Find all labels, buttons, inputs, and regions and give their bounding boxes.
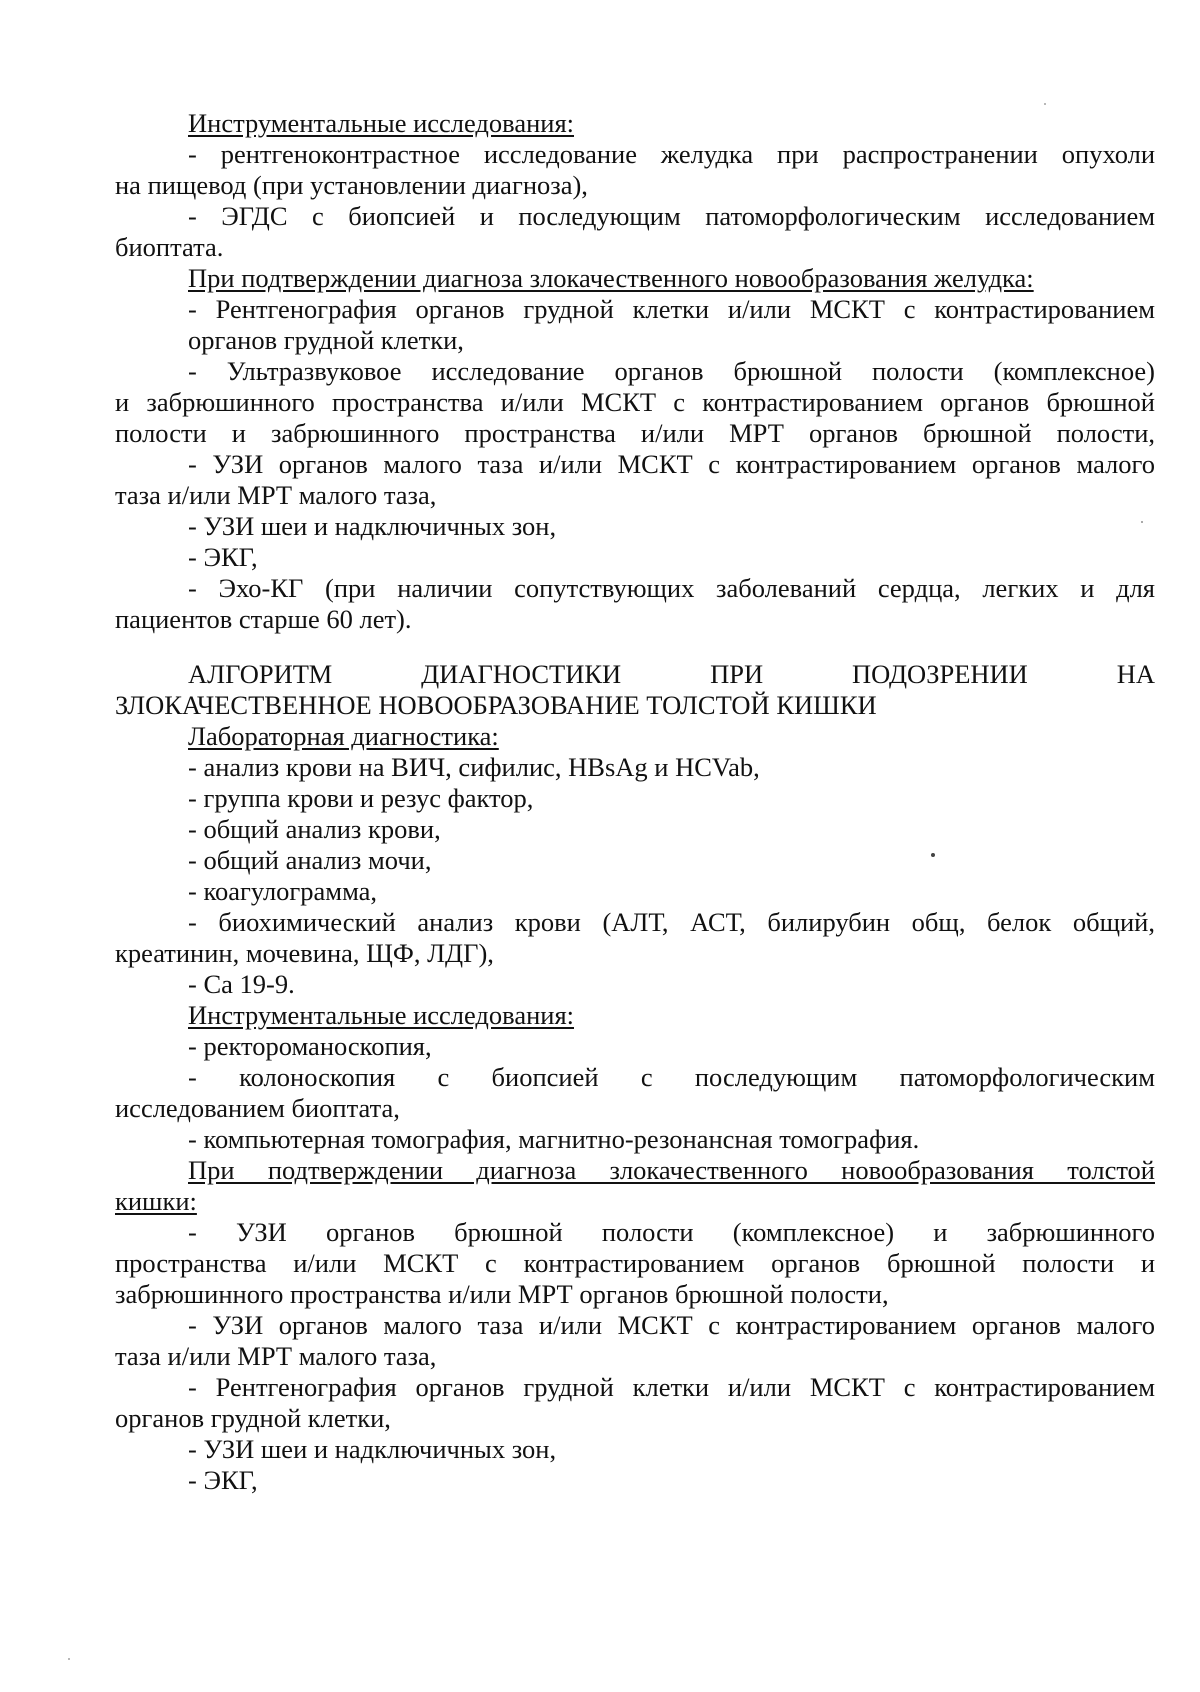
list-item-line: - УЗИ шеи и надключичных зон, — [188, 1434, 557, 1464]
scan-speck — [1141, 521, 1143, 523]
scan-speck — [931, 853, 935, 857]
list-item-line: - общий анализ мочи, — [188, 845, 432, 875]
algorithm-title-line1: АЛГОРИТМ ДИАГНОСТИКИ ПРИ ПОДОЗРЕНИИ НА — [188, 659, 1155, 689]
section-heading-confirm-stomach: При подтверждении диагноза злокачественного новообразования желудка: — [188, 263, 1034, 293]
list-item-line: - Ультразвуковое исследование органов брюшной полости (комплексное) — [188, 356, 1155, 386]
list-item-line: - УЗИ органов брюшной полости (комплексное) и забрюшинного — [188, 1217, 1155, 1247]
algorithm-title-line2: ЗЛОКАЧЕСТВЕННОЕ НОВООБРАЗОВАНИЕ ТОЛСТОЙ КИШКИ — [115, 690, 877, 720]
list-item-line: - компьютерная томография, магнитно-резонансная томография. — [188, 1124, 920, 1154]
list-item-line: органов грудной клетки, — [115, 1403, 391, 1433]
list-item-line: - коагулограмма, — [188, 876, 378, 906]
list-item-line: таза и/или МРТ малого таза, — [115, 480, 437, 510]
list-item-line: - УЗИ органов малого таза и/или МСКТ с контрастированием органов малого — [188, 449, 1155, 479]
list-item-line: - группа крови и резус фактор, — [188, 783, 534, 813]
list-item-line: креатинин, мочевина, ЩФ, ЛДГ), — [115, 938, 494, 968]
list-item-line: - ректороманоскопия, — [188, 1031, 432, 1061]
list-item-line: забрюшинного пространства и/или МРТ органов брюшной полости, — [115, 1279, 889, 1309]
list-item-line: на пищевод (при установлении диагноза), — [115, 170, 588, 200]
list-item-line: биоптата. — [115, 232, 224, 262]
list-item-line: - ЭГДС с биопсией и последующим патоморфологическим исследованием — [188, 201, 1155, 231]
section-heading-confirm-colon-cont: кишки: — [115, 1186, 197, 1216]
section-heading-confirm-colon: При подтверждении диагноза злокачественного новообразования толстой — [188, 1155, 1155, 1185]
scan-speck — [68, 1658, 70, 1660]
list-item-line: - УЗИ шеи и надключичных зон, — [188, 511, 557, 541]
list-item-line: - Рентгенография органов грудной клетки и/или МСКТ с контрастированием — [188, 294, 1155, 324]
list-item-line: - Ca 19-9. — [188, 969, 295, 999]
list-item-line: таза и/или МРТ малого таза, — [115, 1341, 437, 1371]
list-item-line: пациентов старше 60 лет). — [115, 604, 412, 634]
list-item-line: - Эхо-КГ (при наличии сопутствующих заболеваний сердца, легких и для — [188, 573, 1155, 603]
section-heading-lab: Лабораторная диагностика: — [188, 721, 499, 751]
list-item-line: и забрюшинного пространства и/или МСКТ с контрастированием органов брюшной — [115, 387, 1155, 417]
list-item-line: пространства и/или МСКТ с контрастированием органов брюшной полости и — [115, 1248, 1155, 1278]
list-item-line: - УЗИ органов малого таза и/или МСКТ с контрастированием органов малого — [188, 1310, 1155, 1340]
list-item-line: - ЭКГ, — [188, 1465, 258, 1495]
scan-speck — [1044, 103, 1046, 105]
list-item-line: - ЭКГ, — [188, 542, 258, 572]
list-item-line: - биохимический анализ крови (АЛТ, АСТ, билирубин общ, белок общий, — [188, 907, 1155, 937]
section-heading-instrumental-colon: Инструментальные исследования: — [188, 1000, 574, 1030]
list-item-line: - общий анализ крови, — [188, 814, 441, 844]
list-item-line: полости и забрюшинного пространства и/или МРТ органов брюшной полости, — [115, 418, 1155, 448]
list-item-line: исследованием биоптата, — [115, 1093, 400, 1123]
list-item-line: - анализ крови на ВИЧ, сифилис, HBsAg и HCVab, — [188, 752, 760, 782]
list-item-line: - колоноскопия с биопсией с последующим патоморфологическим — [188, 1062, 1155, 1092]
list-item-line: - рентгеноконтрастное исследование желудка при распространении опухоли — [188, 139, 1155, 169]
section-heading-instrumental: Инструментальные исследования: — [188, 108, 574, 138]
list-item-line: органов грудной клетки, — [188, 325, 464, 355]
list-item-line: - Рентгенография органов грудной клетки и/или МСКТ с контрастированием — [188, 1372, 1155, 1402]
